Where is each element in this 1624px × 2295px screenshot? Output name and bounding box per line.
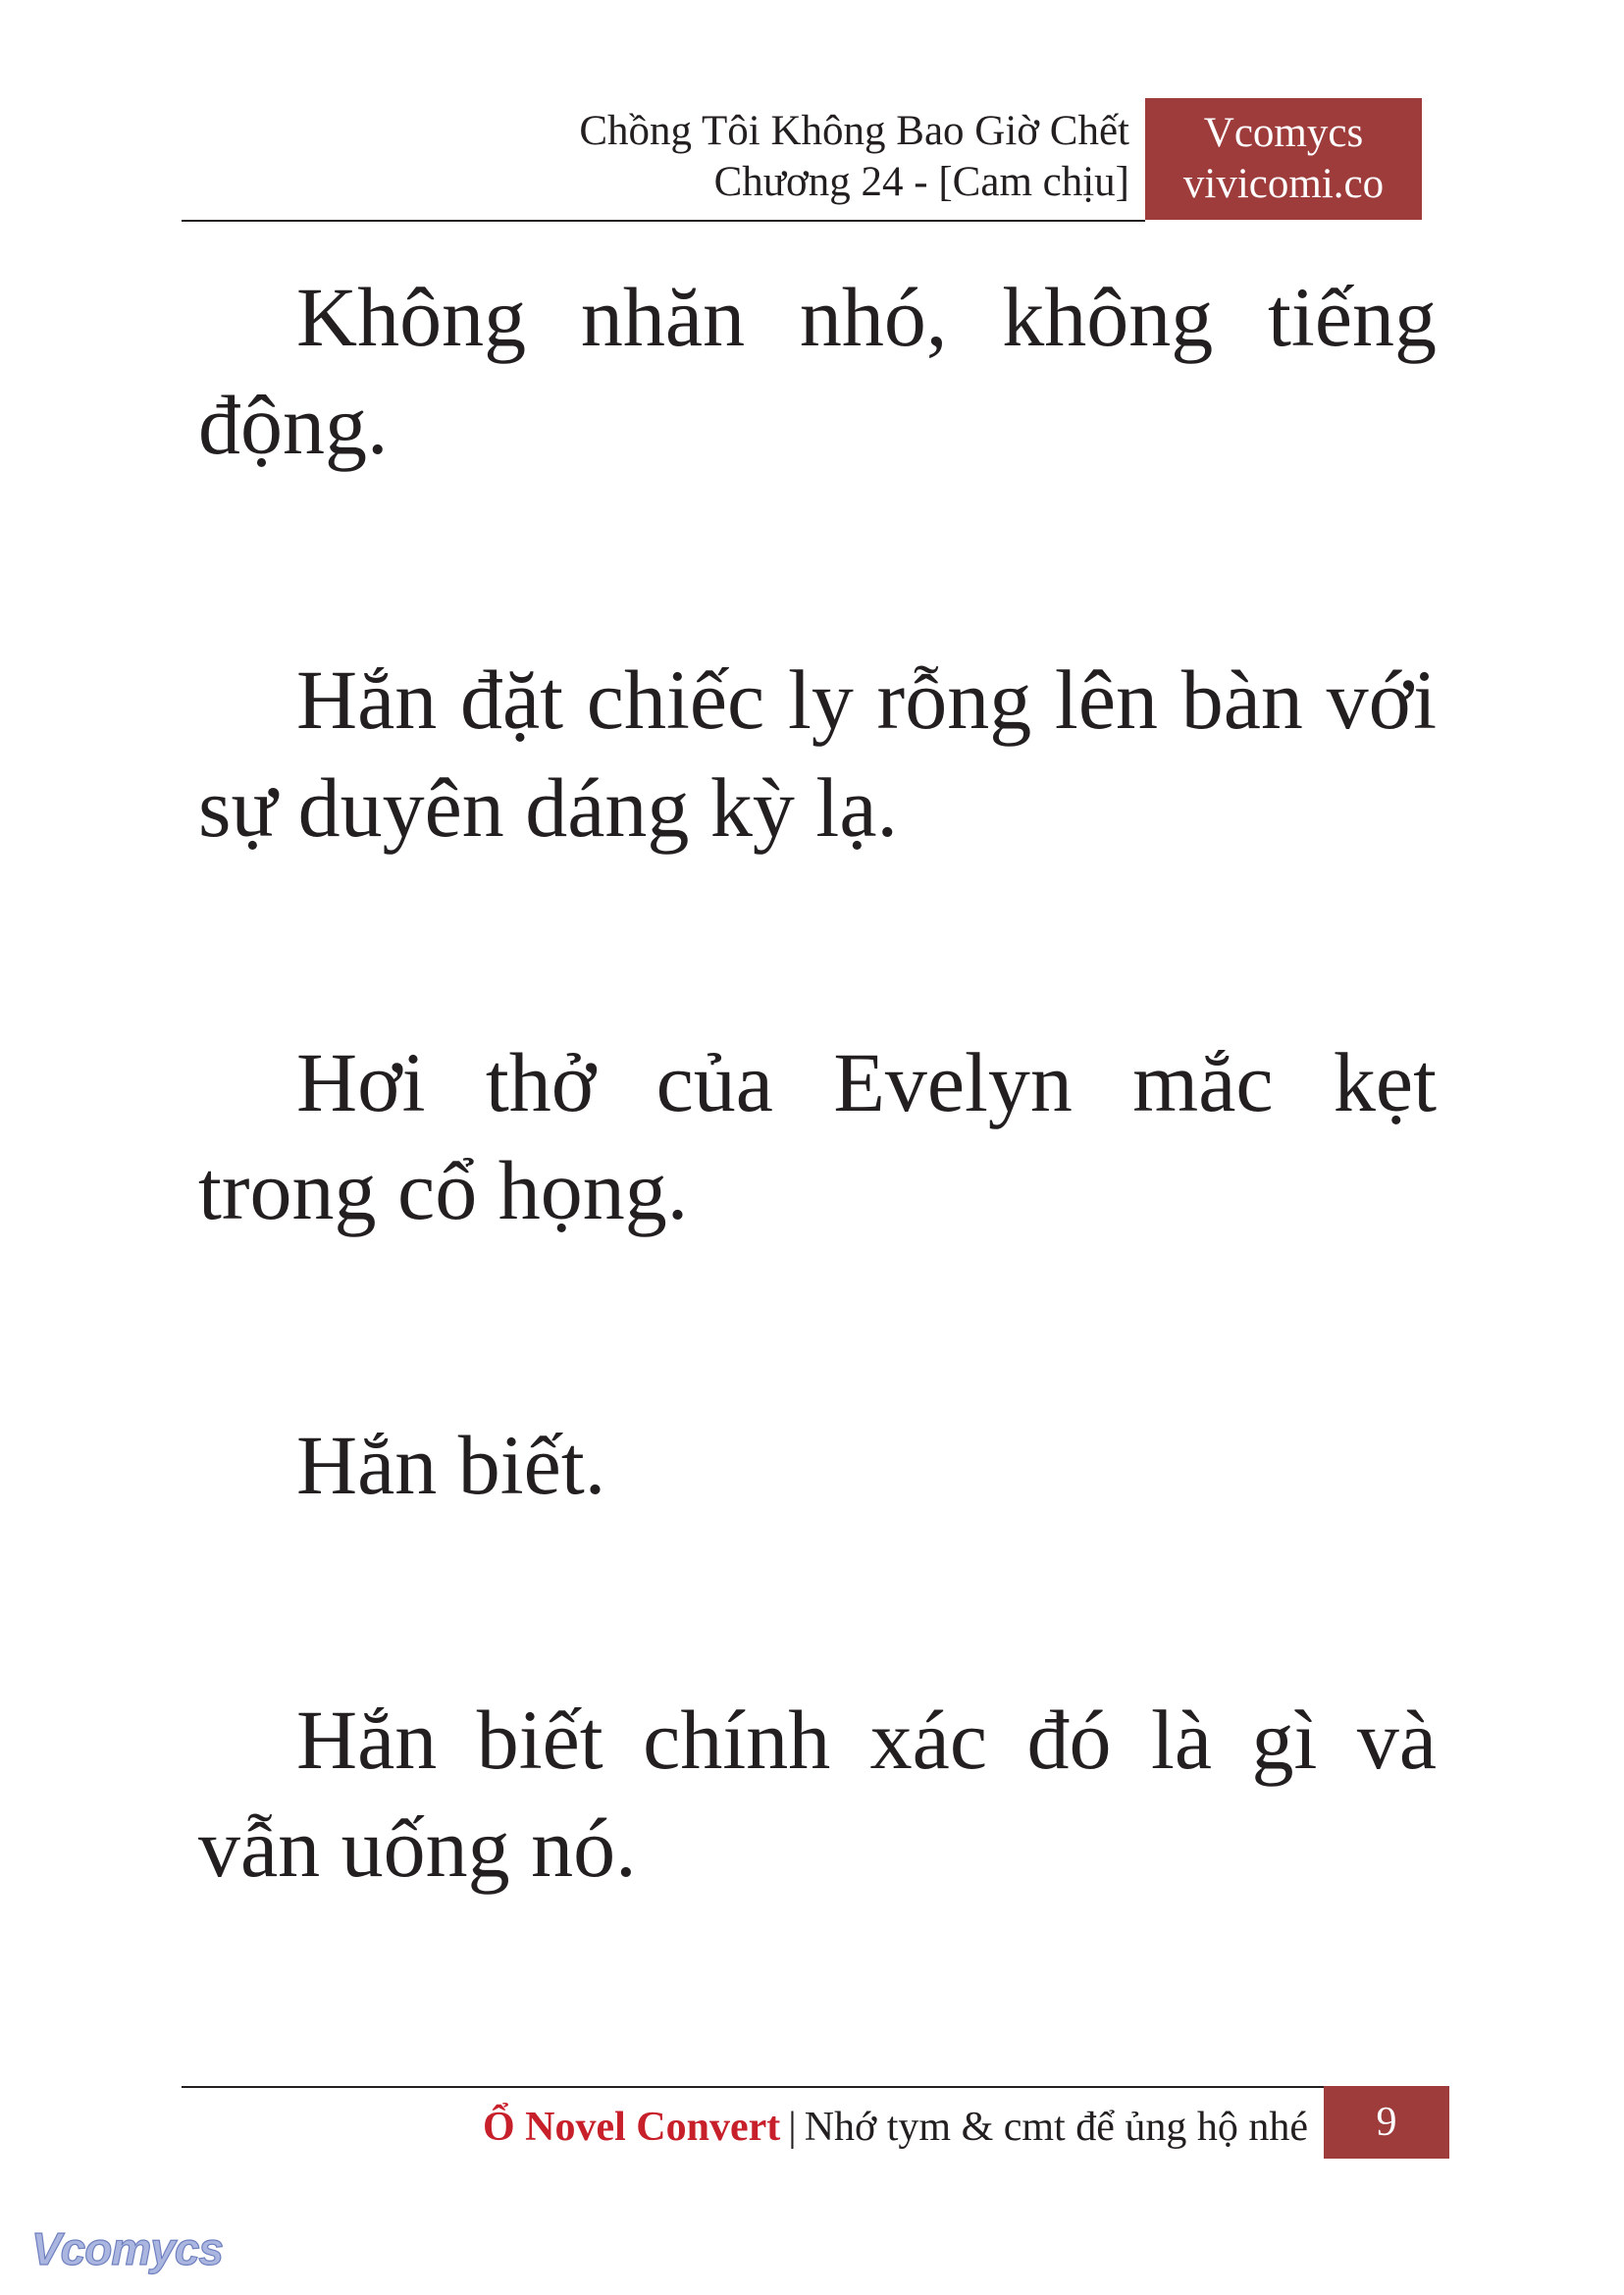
paragraph: Hơi thở của Evelyn mắc kẹt trong cổ họng. [198, 1035, 1437, 1237]
footer-divider [182, 2086, 1324, 2088]
paragraph: Không nhăn nhó, không tiếng động. [198, 270, 1437, 472]
header-divider [182, 220, 1145, 222]
running-header [579, 106, 1129, 208]
footer-separator: | [788, 2105, 797, 2150]
page-number: 9 [1324, 2086, 1449, 2159]
chapter-title: Chương 24 - [Cam chịu] [713, 159, 1129, 205]
vcomycs-logo-icon [27, 2219, 248, 2278]
footer-brand: Ổ Novel Convert [482, 2105, 781, 2150]
site-badge [1145, 98, 1422, 220]
chapter-body [198, 263, 1437, 2068]
site-url: vivicomi.co [1182, 161, 1385, 207]
site-name: Vcomycs [1203, 110, 1364, 156]
footer-message: Nhớ tym & cmt để ủng hộ nhé [804, 2105, 1308, 2150]
book-title: Chồng Tôi Không Bao Giờ Chết [579, 108, 1129, 154]
watermark-text: Vcomycs [31, 2223, 224, 2274]
paragraph: Hắn biết. [296, 1418, 606, 1512]
paragraph: Hắn đặt chiếc ly rỗng lên bàn với sự duyên dáng kỳ lạ. [198, 652, 1437, 855]
footer-note [483, 2096, 1308, 2159]
paragraph: Hắn biết chính xác đó là gì và vẫn uống nó. [198, 1693, 1437, 1895]
